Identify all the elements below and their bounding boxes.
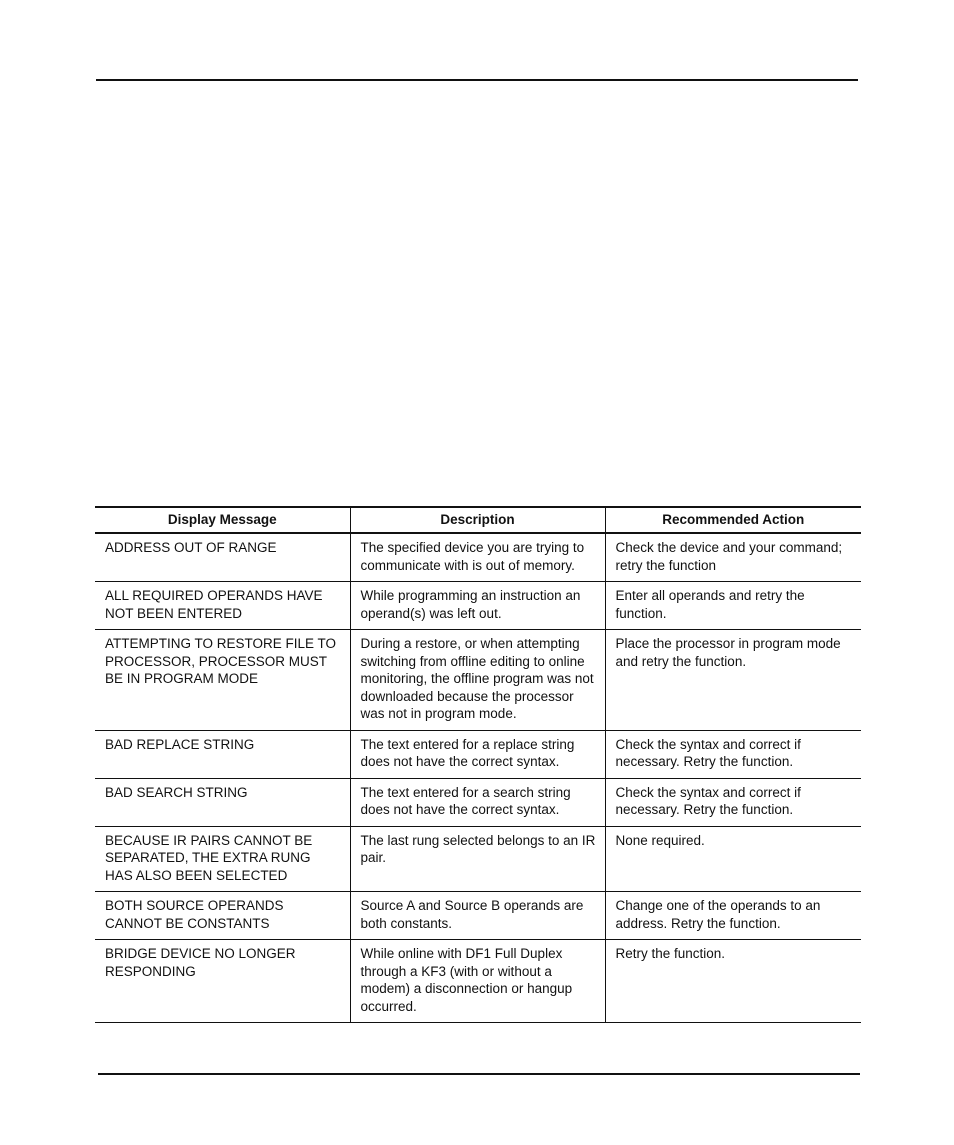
bottom-rule bbox=[98, 1073, 860, 1075]
description-text: While programming an instruction an operand(s) was left out. bbox=[360, 588, 581, 621]
cell-display-message bbox=[95, 533, 350, 582]
table-row bbox=[95, 582, 861, 630]
cell-recommended-action bbox=[605, 533, 861, 582]
cell-description bbox=[350, 940, 605, 1023]
cell-description bbox=[350, 826, 605, 892]
cell-display-message bbox=[95, 630, 350, 731]
description-text: While online with DF1 Full Duplex through a KF3 (with or without a modem) a disconnection or hangup occurred. bbox=[360, 946, 573, 1014]
cell-display-message bbox=[95, 826, 350, 892]
cell-recommended-action bbox=[605, 778, 861, 826]
cell-recommended-action bbox=[605, 582, 861, 630]
table-row bbox=[95, 778, 861, 826]
cell-description bbox=[350, 778, 605, 826]
cell-recommended-action bbox=[605, 940, 861, 1023]
table-row bbox=[95, 892, 861, 940]
cell-display-message bbox=[95, 940, 350, 1023]
top-rule bbox=[96, 79, 858, 81]
cell-description bbox=[350, 630, 605, 731]
cell-recommended-action bbox=[605, 892, 861, 940]
recommended-action-text: Check the device and your command; retry the function bbox=[615, 540, 843, 573]
recommended-action-text: Enter all operands and retry the function. bbox=[615, 588, 805, 621]
cell-description bbox=[350, 892, 605, 940]
description-text: The specified device you are trying to communicate with is out of memory. bbox=[360, 540, 585, 573]
display-message-text: BRIDGE DEVICE NO LONGER RESPONDING bbox=[105, 946, 296, 979]
cell-description bbox=[350, 533, 605, 582]
display-message-text: BAD SEARCH STRING bbox=[105, 784, 248, 800]
table-header-row bbox=[95, 507, 861, 533]
cell-display-message bbox=[95, 778, 350, 826]
cell-display-message bbox=[95, 582, 350, 630]
header-display-message: Display Message bbox=[95, 507, 350, 533]
table-row bbox=[95, 940, 861, 1023]
table-row bbox=[95, 630, 861, 731]
table-row bbox=[95, 826, 861, 892]
description-text: The text entered for a search string does not have the correct syntax. bbox=[360, 784, 571, 817]
display-message-text: BAD REPLACE STRING bbox=[105, 736, 255, 752]
description-text: The text entered for a replace string does not have the correct syntax. bbox=[360, 736, 575, 769]
table-row bbox=[95, 730, 861, 778]
recommended-action-text: Place the processor in program mode and retry the function. bbox=[615, 636, 841, 669]
cell-description bbox=[350, 730, 605, 778]
recommended-action-text: Change one of the operands to an address. Retry the function. bbox=[615, 898, 821, 931]
header-description: Description bbox=[350, 507, 605, 533]
recommended-action-text: Retry the function. bbox=[615, 946, 726, 961]
display-message-text: ATTEMPTING TO RESTORE FILE TO PROCESSOR, PROCESSOR MUST BE IN PROGRAM MODE bbox=[105, 636, 337, 686]
recommended-action-text: None required. bbox=[615, 832, 705, 848]
description-text: Source A and Source B operands are both constants. bbox=[360, 898, 584, 931]
cell-recommended-action bbox=[605, 730, 861, 778]
recommended-action-text: Check the syntax and correct if necessary. Retry the function. bbox=[615, 784, 801, 817]
display-message-text: BOTH SOURCE OPERANDS CANNOT BE CONSTANTS bbox=[105, 898, 284, 931]
description-text: During a restore, or when attempting switching from offline editing to online monitoring, the offline program was not downloaded because the processor was not in program mode. bbox=[360, 636, 594, 721]
cell-display-message bbox=[95, 892, 350, 940]
table-row bbox=[95, 533, 861, 582]
cell-display-message bbox=[95, 730, 350, 778]
cell-recommended-action bbox=[605, 826, 861, 892]
recommended-action-text: Check the syntax and correct if necessary. Retry the function. bbox=[615, 736, 801, 769]
cell-recommended-action bbox=[605, 630, 861, 731]
header-recommended-action: Recommended Action bbox=[605, 507, 861, 533]
description-text: The last rung selected belongs to an IR pair. bbox=[360, 832, 596, 865]
display-message-text: BECAUSE IR PAIRS CANNOT BE SEPARATED, THE EXTRA RUNG HAS ALSO BEEN SELECTED bbox=[105, 832, 313, 883]
display-message-text: ADDRESS OUT OF RANGE bbox=[105, 540, 277, 555]
cell-description bbox=[350, 582, 605, 630]
display-message-text: ALL REQUIRED OPERANDS HAVE NOT BEEN ENTERED bbox=[105, 588, 323, 621]
error-message-table bbox=[95, 506, 861, 1023]
